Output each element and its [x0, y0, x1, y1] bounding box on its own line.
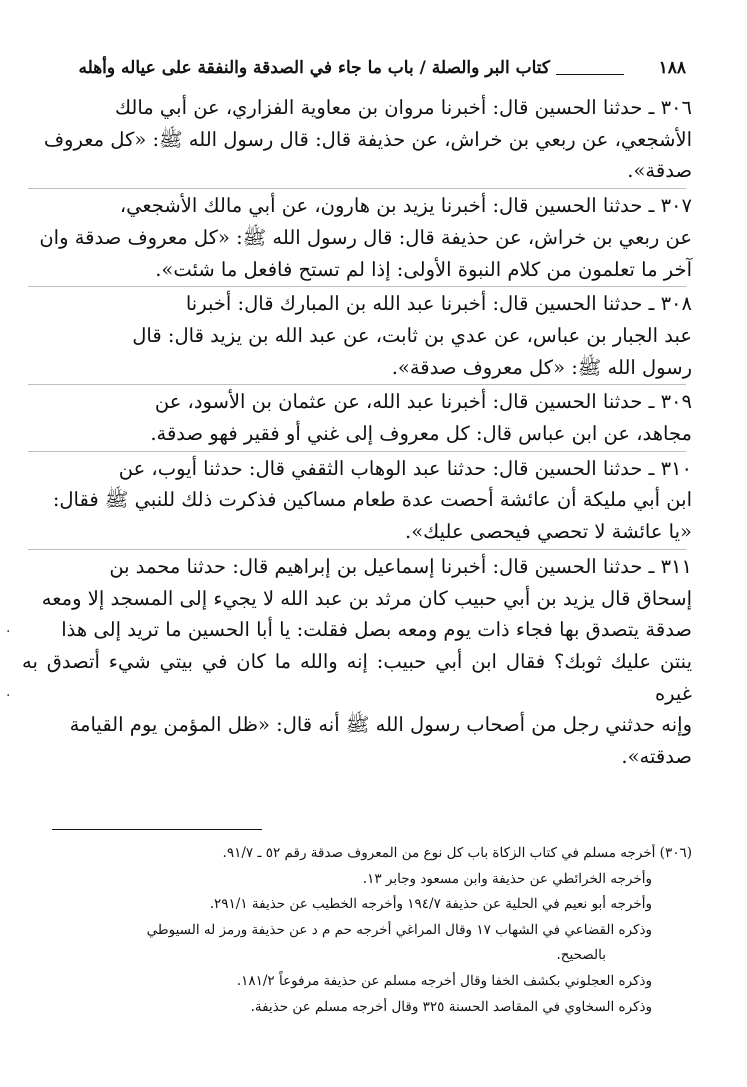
hadith-line: ٣٠٨ ـ حدثنا الحسين قال: أخبرنا عبد الله بن المبارك قال: أخبرنا: [185, 292, 692, 316]
hadith-line: ابن أبي مليكة أن عائشة أحصت عدة طعام مساكين فذكرت ذلك للنبي ﷺ فقال:: [52, 488, 692, 512]
hadith-line: ٣٠٧ ـ حدثنا الحسين قال: أخبرنا يزيد بن هارون، عن أبي مالك الأشجعي،: [119, 194, 692, 218]
footnote-line: وأخرجه أبو نعيم في الحلية عن حذيفة ١٩٤/٧ وأخرجه الخطيب عن حذيفة ٢٩١/١.: [209, 896, 652, 913]
page: [22, 0, 692, 1087]
hadith-block: [22, 288, 692, 383]
header-rule: [556, 74, 624, 75]
hadith-line: ٣٠٩ ـ حدثنا الحسين قال: أخبرنا عبد الله، عن عثمان بن الأسود، عن: [154, 390, 692, 414]
hadith-block: [22, 386, 692, 449]
hadith-separator: [28, 286, 686, 287]
hadith-separator: [28, 451, 686, 452]
hadith-line: صدقة».: [627, 159, 692, 183]
hadith-line: صدقة يتصدق بها فجاء ذات يوم ومعه بصل فقلت: يا أبا الحسين ما تريد إلى هذا: [61, 618, 692, 642]
footnote-rule: [52, 829, 262, 830]
page-number: ١٨٨: [658, 58, 686, 78]
footnote-line: وذكره السخاوي في المقاصد الحسنة ٣٢٥ وقال أخرجه مسلم عن حذيفة.: [250, 998, 652, 1015]
hadith-line: ٣١١ ـ حدثنا الحسين قال: أخبرنا إسماعيل بن إبراهيم قال: حدثنا محمد بن: [109, 554, 692, 578]
hadith-line: مجاهد، عن ابن عباس قال: كل معروف إلى غني أو فقير فهو صدقة.: [150, 422, 692, 446]
hadith-body: [22, 92, 692, 774]
footnote-line: وذكره القضاعي في الشهاب ١٧ وقال المراغي أخرجه حم م د عن حذيفة ورمز له السيوطي: [146, 921, 652, 938]
running-header: [22, 56, 692, 86]
footnotes: [22, 841, 692, 1020]
hadith-line: ٣١٠ ـ حدثنا الحسين قال: حدثنا عبد الوهاب الثقفي قال: حدثنا أيوب، عن: [118, 456, 692, 480]
hadith-line: وإنه حدثني رجل من أصحاب رسول الله ﷺ أنه قال: «ظل المؤمن يوم القيامة: [69, 713, 692, 737]
footnote-line: (٣٠٦) أخرجه مسلم في كتاب الزكاة باب كل نوع من المعروف صدقة رقم ٥٢ ـ ٩١/٧.: [222, 845, 692, 861]
hadith-block: [22, 92, 692, 187]
hadith-line: رسول الله ﷺ: «كل معروف صدقة».: [391, 355, 692, 379]
hadith-separator: [28, 384, 686, 385]
margin-mark: ·: [6, 688, 11, 704]
hadith-line: صدقته».: [621, 745, 692, 769]
hadith-block: [22, 453, 692, 548]
hadith-line: عبد الجبار بن عباس، عن عدي بن ثابت، عن عبد الله بن يزيد قال: قال: [132, 323, 692, 347]
hadith-line: عن ربعي بن خراش، عن حذيفة قال: قال رسول الله ﷺ: «كل معروف صدقة وان: [39, 225, 692, 249]
hadith-line: الأشجعي، عن ربعي بن خراش، عن حذيفة قال: قال رسول الله ﷺ: «كل معروف: [43, 127, 692, 151]
hadith-line: إسحاق قال يزيد بن أبي حبيب كان مرثد بن عبد الله لا يجيء إلى المسجد إلا ومعه: [41, 586, 692, 610]
header-title: كتاب البر والصلة / باب ما جاء في الصدقة والنفقة على عياله وأهله: [78, 58, 550, 78]
hadith-separator: [28, 188, 686, 189]
hadith-line: آخر ما تعلمون من كلام النبوة الأولى: إذا لم تستح فافعل ما شئت».: [155, 257, 692, 281]
hadith-line: ينتن عليك ثوبك؟ فقال ابن أبي حبيب: إنه والله ما كان في بيتي شيء أتصدق به غيره: [22, 649, 692, 705]
hadith-block: [22, 190, 692, 285]
margin-mark: ·: [6, 624, 11, 640]
footnote-line: وذكره العجلوني بكشف الخفا وقال أخرجه مسلم عن حذيفة مرفوعاً ١٨١/٢.: [236, 972, 652, 989]
hadith-block: [22, 551, 692, 773]
hadith-separator: [28, 549, 686, 550]
hadith-line: ٣٠٦ ـ حدثنا الحسين قال: أخبرنا مروان بن معاوية الفزاري، عن أبي مالك: [114, 96, 692, 119]
footnote-line: وأخرجه الخرائطي عن حذيفة وابن مسعود وجابر ١٣.: [362, 870, 652, 887]
footnote-line: بالصحيح.: [556, 947, 606, 964]
hadith-line: «يا عائشة لا تحصي فيحصى عليك».: [405, 520, 692, 544]
